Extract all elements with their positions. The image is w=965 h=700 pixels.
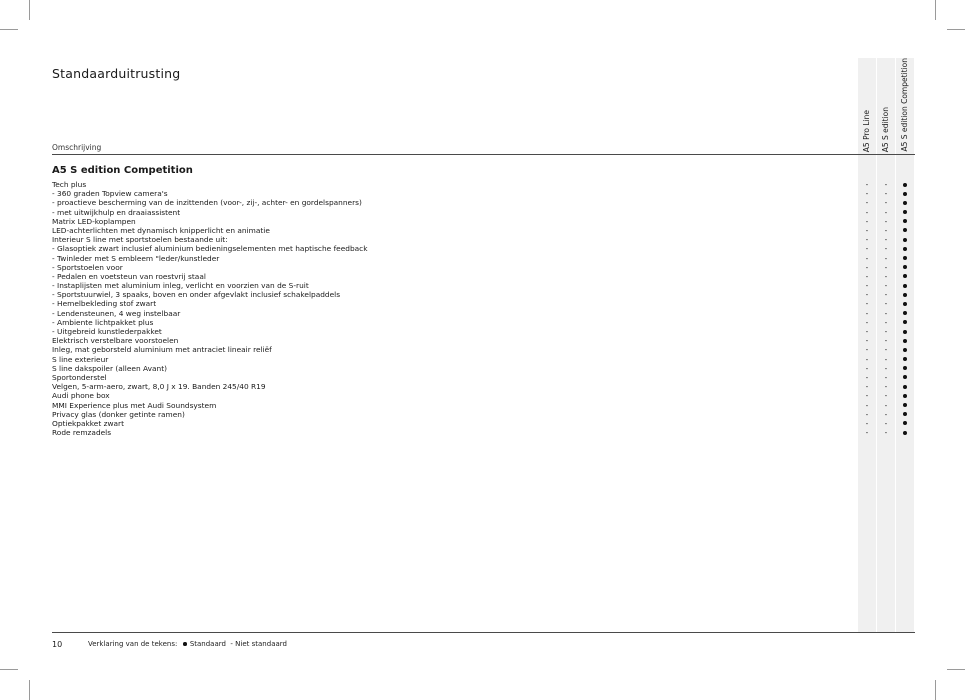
- not-standard-mark: -: [884, 198, 888, 208]
- not-standard-mark: -: [884, 207, 888, 217]
- crop-mark: [29, 680, 30, 700]
- not-standard-mark: -: [884, 382, 888, 392]
- description-column-header: Omschrijving: [52, 143, 102, 152]
- standard-dot-icon: [183, 642, 187, 646]
- row-label: Matrix LED-koplampen: [52, 216, 136, 226]
- row-label: - Uitgebreid kunstlederpakket: [52, 327, 162, 336]
- standard-dot-icon: [896, 244, 914, 253]
- table-row: [52, 410, 915, 419]
- row-label: Velgen, 5-arm-aero, zwart, 8,0 J x 19. Banden 245/40 R19: [52, 382, 266, 392]
- table-row: [52, 336, 915, 345]
- table-row: [52, 382, 915, 391]
- not-standard-mark: -: [884, 409, 888, 419]
- not-standard-mark: -: [865, 198, 869, 208]
- row-label: LED-achterlichten met dynamisch knipperlicht en animatie: [52, 225, 270, 235]
- not-standard-mark: -: [884, 391, 888, 401]
- footer-rule: [52, 632, 915, 633]
- table-row: [52, 290, 915, 299]
- row-label: Rode remzadels: [52, 428, 112, 438]
- row-label: Privacy glas (donker getinte ramen): [52, 409, 185, 419]
- row-label: - Lendensteunen, 4 weg instelbaar: [52, 308, 181, 318]
- not-standard-mark: -: [865, 271, 869, 281]
- table-row: [52, 244, 915, 253]
- not-standard-mark: -: [865, 299, 869, 309]
- table-row: [52, 327, 915, 336]
- row-label: - 360 graden Topview camera's: [52, 189, 168, 199]
- not-standard-mark: -: [865, 428, 869, 438]
- not-standard-mark: -: [884, 345, 888, 355]
- not-standard-mark: -: [865, 180, 869, 189]
- not-standard-mark: -: [865, 189, 869, 199]
- standard-dot-icon: [896, 364, 914, 373]
- table-row: [52, 180, 915, 189]
- standard-dot-icon: [896, 373, 914, 382]
- table-row: [52, 198, 915, 207]
- not-standard-mark: -: [884, 281, 888, 291]
- not-standard-mark: -: [865, 336, 869, 346]
- header-rule: [52, 154, 915, 155]
- not-standard-mark: -: [884, 180, 888, 189]
- row-label: Interieur S line met sportstoelen bestaande uit:: [52, 235, 228, 245]
- table-row: [52, 189, 915, 198]
- not-standard-mark: -: [865, 400, 869, 410]
- standard-dot-icon: [896, 272, 914, 281]
- not-standard-mark: -: [884, 299, 888, 309]
- not-standard-mark: -: [865, 418, 869, 428]
- not-standard-mark: -: [865, 372, 869, 382]
- not-standard-mark: -: [865, 382, 869, 392]
- row-label: Sportonderstel: [52, 372, 107, 382]
- not-standard-mark: -: [865, 308, 869, 318]
- row-label: - Glasoptiek zwart inclusief aluminium bedieningselementen met haptische feedback: [52, 244, 368, 254]
- not-standard-mark: -: [884, 290, 888, 300]
- row-label: Inleg, mat geborsteld aluminium met antraciet lineair reliëf: [52, 345, 272, 355]
- row-label: - Ambiente lichtpakket plus: [52, 317, 154, 327]
- table-row: [52, 254, 915, 263]
- row-label: - Sportstuurwiel, 3 spaaks, boven en onder afgevlakt inclusief schakelpaddels: [52, 290, 341, 300]
- standard-dot-icon: [896, 217, 914, 226]
- standard-dot-icon: [896, 254, 914, 263]
- not-standard-mark: -: [884, 428, 888, 438]
- crop-mark: [935, 680, 936, 700]
- standard-dot-icon: [896, 327, 914, 336]
- not-standard-mark: -: [865, 253, 869, 263]
- not-standard-mark: -: [865, 409, 869, 419]
- standard-dot-icon: [896, 355, 914, 364]
- crop-mark: [935, 0, 936, 20]
- standard-dot-icon: [896, 428, 914, 437]
- crop-mark: [947, 669, 965, 670]
- row-label: Tech plus: [52, 180, 87, 189]
- page-title: Standaarduitrusting: [52, 66, 181, 81]
- table-row: [52, 226, 915, 235]
- standard-dot-icon: [896, 263, 914, 272]
- section-title: A5 S edition Competition: [52, 165, 193, 176]
- legend-not-standard: - Niet standaard: [230, 640, 287, 648]
- equipment-list: [52, 180, 915, 437]
- not-standard-mark: -: [865, 235, 869, 245]
- not-standard-mark: -: [865, 225, 869, 235]
- column-header-s-edition: A5 S edition: [881, 106, 891, 152]
- standard-dot-icon: [896, 189, 914, 198]
- standard-dot-icon: [896, 336, 914, 345]
- standard-dot-icon: [896, 382, 914, 391]
- table-row: [52, 281, 915, 290]
- table-row: [52, 401, 915, 410]
- standard-dot-icon: [896, 299, 914, 308]
- not-standard-mark: -: [884, 354, 888, 364]
- row-label: Audi phone box: [52, 391, 110, 401]
- not-standard-mark: -: [884, 327, 888, 336]
- table-row: [52, 263, 915, 272]
- not-standard-mark: -: [884, 400, 888, 410]
- table-row: [52, 364, 915, 373]
- standard-dot-icon: [896, 419, 914, 428]
- not-standard-mark: -: [884, 317, 888, 327]
- not-standard-mark: -: [884, 363, 888, 373]
- table-row: [52, 318, 915, 327]
- table-row: [52, 373, 915, 382]
- table-row: [52, 272, 915, 281]
- not-standard-mark: -: [865, 216, 869, 226]
- not-standard-mark: -: [884, 262, 888, 272]
- standard-dot-icon: [896, 345, 914, 354]
- not-standard-mark: -: [865, 363, 869, 373]
- not-standard-mark: -: [884, 271, 888, 281]
- table-row: [52, 299, 915, 308]
- row-label: - Hemelbekleding stof zwart: [52, 299, 157, 309]
- legend-standard: Standaard: [189, 640, 226, 648]
- legend-prefix: Verklaring van de tekens:: [88, 640, 178, 648]
- not-standard-mark: -: [865, 244, 869, 254]
- page-number: 10: [52, 640, 63, 649]
- not-standard-mark: -: [884, 253, 888, 263]
- crop-mark: [0, 29, 18, 30]
- table-row: [52, 355, 915, 364]
- not-standard-mark: -: [865, 317, 869, 327]
- not-standard-mark: -: [884, 244, 888, 254]
- not-standard-mark: -: [865, 262, 869, 272]
- row-label: S line dakspoiler (alleen Avant): [52, 363, 167, 373]
- standard-dot-icon: [896, 401, 914, 410]
- table-row: [52, 217, 915, 226]
- table-row: [52, 208, 915, 217]
- row-label: - Pedalen en voetsteun van roestvrij staal: [52, 271, 206, 281]
- standard-dot-icon: [896, 410, 914, 419]
- not-standard-mark: -: [865, 327, 869, 336]
- not-standard-mark: -: [884, 372, 888, 382]
- table-row: [52, 235, 915, 244]
- not-standard-mark: -: [884, 216, 888, 226]
- row-label: Elektrisch verstelbare voorstoelen: [52, 336, 179, 346]
- not-standard-mark: -: [865, 354, 869, 364]
- standard-dot-icon: [896, 290, 914, 299]
- standard-dot-icon: [896, 208, 914, 217]
- legend: [88, 640, 287, 648]
- not-standard-mark: -: [884, 235, 888, 245]
- table-row: [52, 419, 915, 428]
- standard-dot-icon: [896, 309, 914, 318]
- standard-dot-icon: [896, 198, 914, 207]
- row-label: - proactieve bescherming van de inzittenden (voor-, zij-, achter- en gordelspanners): [52, 198, 362, 208]
- not-standard-mark: -: [884, 225, 888, 235]
- standard-dot-icon: [896, 235, 914, 244]
- row-label: Optiekpakket zwart: [52, 418, 124, 428]
- row-label: - Twinleder met S embleem "leder/kunstleder: [52, 253, 220, 263]
- column-header-pro-line: A5 Pro Line: [862, 109, 872, 152]
- crop-mark: [947, 29, 965, 30]
- row-label: S line exterieur: [52, 354, 109, 364]
- row-label: - met uitwijkhulp en draaiassistent: [52, 207, 181, 217]
- row-label: - Instaplijsten met aluminium inleg, verlicht en voorzien van de S-ruit: [52, 281, 309, 291]
- standard-dot-icon: [896, 180, 914, 189]
- table-row: [52, 391, 915, 400]
- not-standard-mark: -: [865, 290, 869, 300]
- not-standard-mark: -: [884, 418, 888, 428]
- table-row: [52, 345, 915, 354]
- crop-mark: [29, 0, 30, 20]
- row-label: MMI Experience plus met Audi Soundsystem: [52, 400, 217, 410]
- not-standard-mark: -: [865, 207, 869, 217]
- not-standard-mark: -: [865, 281, 869, 291]
- not-standard-mark: -: [865, 345, 869, 355]
- standard-dot-icon: [896, 391, 914, 400]
- not-standard-mark: -: [884, 308, 888, 318]
- crop-mark: [0, 669, 18, 670]
- not-standard-mark: -: [884, 189, 888, 199]
- row-label: - Sportstoelen voor: [52, 262, 123, 272]
- standard-dot-icon: [896, 318, 914, 327]
- not-standard-mark: -: [884, 336, 888, 346]
- table-row: [52, 309, 915, 318]
- not-standard-mark: -: [865, 391, 869, 401]
- standard-dot-icon: [896, 226, 914, 235]
- standard-dot-icon: [896, 281, 914, 290]
- table-row: [52, 428, 915, 437]
- column-header-s-edition-competition: A5 S edition Competition: [900, 58, 910, 152]
